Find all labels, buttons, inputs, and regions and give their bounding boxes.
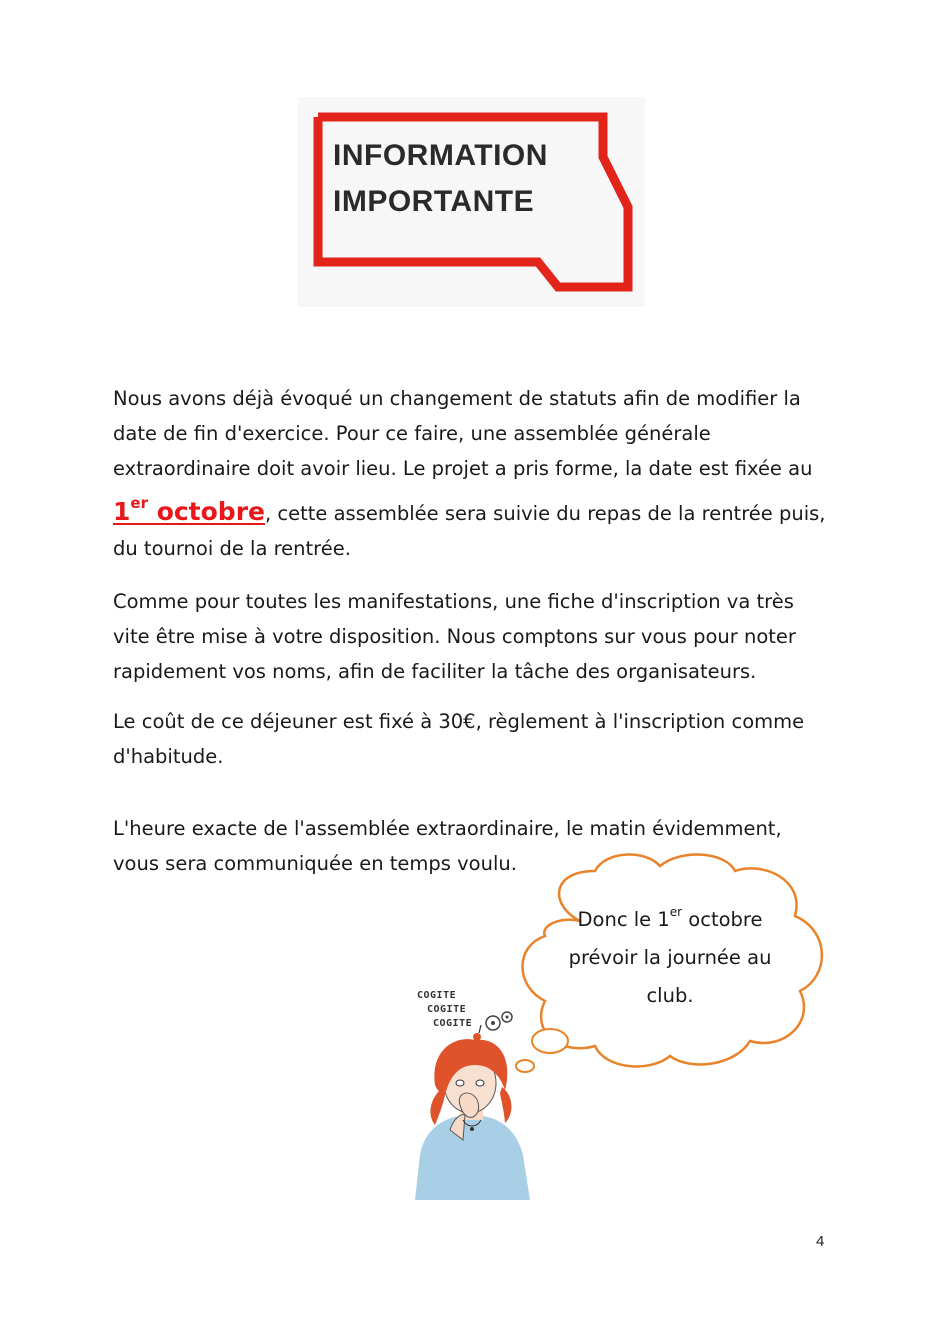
paragraph-statuts [113, 381, 833, 566]
paragraph-heure: L'heure exacte de l'assemblée extraordinaire, le matin évidemment, vous sera communiquée en temps voulu. [113, 817, 782, 875]
cloud-text-part: octobre prévoir la journée au club. [568, 908, 772, 1007]
date-suffix: er [130, 494, 148, 512]
cloud-text-sup: er [669, 905, 683, 919]
paragraph-text: Nous avons déjà évoqué un changement de statuts afin de modifier la date de fin d'exercice. Pour ce faire, une assemblée générale extraordinaire doit avoir lieu. Le projet a pris forme, la date est fixée au [113, 387, 813, 480]
cogite-label-2: COGITE [427, 1004, 467, 1015]
highlighted-date [113, 494, 265, 526]
page-number: 4 [816, 1233, 825, 1250]
paragraph-inscription: Comme pour toutes les manifestations, une fiche d'inscription va très vite être mise à votre disposition. Nous comptons sur vous pour noter rapidement vos noms, afin de faciliter la tâche des organisateurs. [113, 590, 796, 683]
date-month: octobre [147, 497, 265, 526]
cogite-label-1: COGITE [417, 990, 457, 1001]
cloud-text [555, 893, 785, 1015]
paragraph-text: , cette assemblée sera suivie du repas de la rentrée puis, du tournoi de la rentrée. [113, 502, 826, 560]
cloud-text-part: Donc le 1 [577, 908, 670, 931]
logo-line-2: IMPORTANTE [333, 185, 535, 218]
logo-line-1: INFORMATION [333, 139, 548, 172]
information-importante-logo [298, 97, 645, 307]
cogite-label-3: COGITE [433, 1018, 473, 1029]
woman-drawing [405, 965, 535, 1200]
date-day: 1 [113, 497, 131, 526]
paragraph-cout: Le coût de ce déjeuner est fixé à 30€, règlement à l'inscription comme d'habitude. [113, 710, 805, 768]
thinking-woman-illustration [405, 965, 535, 1200]
